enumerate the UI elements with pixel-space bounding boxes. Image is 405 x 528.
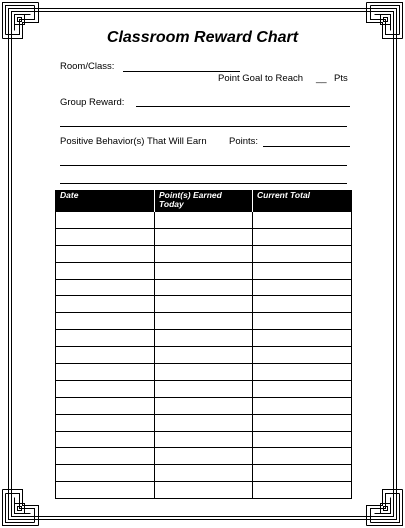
current-total-cell[interactable] (253, 313, 352, 330)
current-total-cell[interactable] (253, 279, 352, 296)
table-row (56, 397, 352, 414)
positive-behavior-label: Positive Behavior(s) That Will Earn (60, 136, 207, 147)
date-cell[interactable] (56, 228, 155, 245)
points-earned-cell[interactable] (155, 279, 253, 296)
table-row (56, 347, 352, 364)
current-total-cell[interactable] (253, 414, 352, 431)
date-cell[interactable] (56, 380, 155, 397)
points-earned-cell[interactable] (155, 212, 253, 229)
behavior-line-2[interactable] (60, 183, 347, 184)
column-header-points-earned: Point(s) Earned Today (155, 190, 253, 212)
points-earned-cell[interactable] (155, 380, 253, 397)
pts-label: Pts (334, 73, 348, 84)
date-cell[interactable] (56, 262, 155, 279)
table-body (56, 212, 352, 499)
table-row (56, 228, 352, 245)
table-row (56, 414, 352, 431)
table-row (56, 313, 352, 330)
column-header-current-total: Current Total (253, 190, 352, 212)
date-cell[interactable] (56, 296, 155, 313)
current-total-cell[interactable] (253, 482, 352, 499)
date-cell[interactable] (56, 212, 155, 229)
room-class-line[interactable] (123, 71, 240, 72)
points-earned-cell[interactable] (155, 482, 253, 499)
current-total-cell[interactable] (253, 448, 352, 465)
points-earned-cell[interactable] (155, 431, 253, 448)
date-cell[interactable] (56, 414, 155, 431)
points-earned-cell[interactable] (155, 364, 253, 381)
table-row (56, 380, 352, 397)
group-reward-line[interactable] (136, 106, 350, 107)
table-header-row (56, 190, 352, 212)
points-earned-cell[interactable] (155, 347, 253, 364)
current-total-cell[interactable] (253, 296, 352, 313)
points-earned-cell[interactable] (155, 397, 253, 414)
table-row (56, 245, 352, 262)
points-earned-cell[interactable] (155, 414, 253, 431)
point-goal-blank[interactable]: __ (316, 73, 327, 84)
date-cell[interactable] (56, 245, 155, 262)
table-row (56, 212, 352, 229)
date-cell[interactable] (56, 279, 155, 296)
current-total-cell[interactable] (253, 330, 352, 347)
points-line[interactable] (263, 146, 350, 147)
points-earned-cell[interactable] (155, 448, 253, 465)
table-row (56, 364, 352, 381)
points-earned-cell[interactable] (155, 262, 253, 279)
current-total-cell[interactable] (253, 347, 352, 364)
table-row (56, 262, 352, 279)
group-reward-label: Group Reward: (60, 97, 125, 108)
current-total-cell[interactable] (253, 465, 352, 482)
current-total-cell[interactable] (253, 228, 352, 245)
date-cell[interactable] (56, 482, 155, 499)
table-row (56, 330, 352, 347)
column-header-date: Date (56, 190, 155, 212)
points-earned-cell[interactable] (155, 228, 253, 245)
current-total-cell[interactable] (253, 245, 352, 262)
date-cell[interactable] (56, 347, 155, 364)
current-total-cell[interactable] (253, 397, 352, 414)
group-reward-line-2[interactable] (60, 126, 347, 127)
current-total-cell[interactable] (253, 364, 352, 381)
date-cell[interactable] (56, 448, 155, 465)
points-earned-cell[interactable] (155, 245, 253, 262)
table-row (56, 465, 352, 482)
table-row (56, 431, 352, 448)
date-cell[interactable] (56, 364, 155, 381)
point-goal-label: Point Goal to Reach (218, 73, 304, 84)
table-row (56, 482, 352, 499)
points-earned-cell[interactable] (155, 296, 253, 313)
date-cell[interactable] (56, 465, 155, 482)
room-class-label: Room/Class: (60, 61, 115, 72)
date-cell[interactable] (56, 313, 155, 330)
current-total-cell[interactable] (253, 262, 352, 279)
table-row (56, 279, 352, 296)
date-cell[interactable] (56, 431, 155, 448)
current-total-cell[interactable] (253, 212, 352, 229)
date-cell[interactable] (56, 397, 155, 414)
behavior-line-1[interactable] (60, 165, 347, 166)
points-earned-cell[interactable] (155, 330, 253, 347)
reward-table (55, 190, 352, 499)
current-total-cell[interactable] (253, 380, 352, 397)
date-cell[interactable] (56, 330, 155, 347)
table-row (56, 448, 352, 465)
points-label: Points: (229, 136, 259, 147)
table-row (56, 296, 352, 313)
current-total-cell[interactable] (253, 431, 352, 448)
chart-title: Classroom Reward Chart (106, 29, 299, 46)
points-earned-cell[interactable] (155, 465, 253, 482)
points-earned-cell[interactable] (155, 313, 253, 330)
